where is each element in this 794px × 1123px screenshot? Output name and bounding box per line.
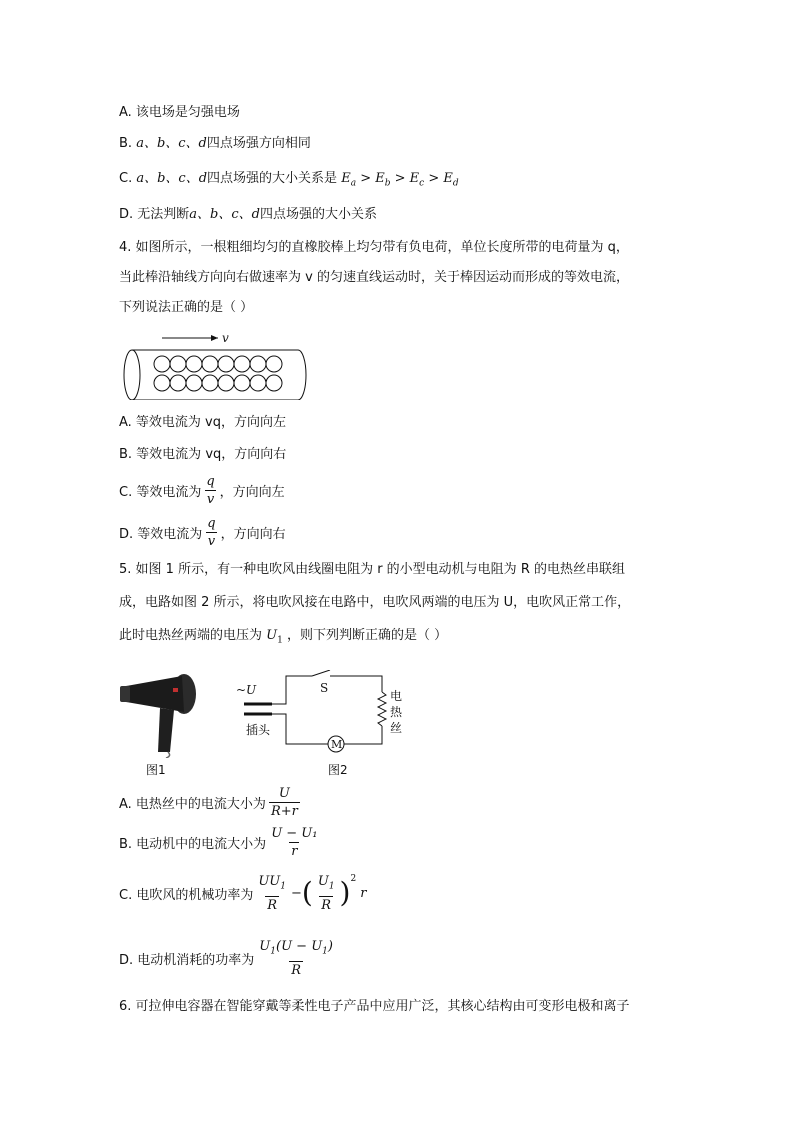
charged-rod-figure <box>120 328 310 400</box>
switch-lever <box>312 670 330 676</box>
fraction-q-over-v: $\frac{q}{v}$ <box>206 474 215 507</box>
source-label: ~U <box>236 683 257 697</box>
motor-label: M <box>331 738 343 751</box>
voltage-u1: $U_1$ <box>266 628 283 646</box>
q5-option-a: A. 电热丝中的电流大小为 $\frac{U}{R+r}$ <box>119 786 298 819</box>
wire-top-left <box>272 676 312 704</box>
wire-top-right <box>330 676 382 692</box>
q4-option-b: B. 等效电流为 vq，方向向右 <box>119 447 287 462</box>
q6-stem-line1: 6. 可拉伸电容器在智能穿戴等柔性电子产品中应用广泛，其核心结构由可变形电极和离子 <box>119 999 630 1014</box>
figure2-caption: 图2 <box>328 763 348 777</box>
figure1-caption: 图1 <box>146 763 166 777</box>
plug-label: 插头 <box>246 723 271 737</box>
wire-bottom-right <box>344 726 382 744</box>
q4-option-c: C. 等效电流为 $\frac{q}{v}$ ，方向向左 <box>119 474 285 507</box>
heater-label-2: 热 <box>390 705 403 719</box>
variable-r: r <box>360 885 367 901</box>
field-strength-inequality: $E_a > E_b > E_c > E_d$ <box>341 171 459 189</box>
minus-sign: − <box>291 885 302 901</box>
q5-option-d: D. 电动机消耗的功率为 $\frac{U_1(U - U_1)}{R}$ <box>119 939 333 978</box>
velocity-arrowhead <box>211 335 218 341</box>
q3-option-d: D. 无法判断a、b、c、d四点场强的大小关系 <box>119 207 377 222</box>
circuit-diagram <box>234 670 414 754</box>
velocity-label: v <box>222 331 229 345</box>
q5-stem-line2: 成，电路如图 2 所示，将电吹风接在电路中，电吹风两端的电压为 U，电吹风正常工作， <box>119 595 631 610</box>
left-paren: ( <box>301 876 313 910</box>
q4-stem-line1: 4. 如图所示，一根粗细均匀的直橡胶棒上均匀带有负电荷，单位长度所带的电荷量为 q， <box>119 240 629 255</box>
fraction-uu1-over-r: $\frac{UU_1}{R}$ <box>258 874 286 913</box>
q5-stem-line3: 此时电热丝两端的电压为 $U_1$ ，则下列判断正确的是（ ） <box>119 628 448 646</box>
q4-stem-line2: 当此棒沿轴线方向向右做速率为 v 的匀速直线运动时，关于棒因运动而形成的等效电流， <box>119 270 629 285</box>
q4-option-a: A. 等效电流为 vq，方向向左 <box>119 415 287 430</box>
heater-resistor <box>378 692 386 726</box>
q5-option-b: B. 电动机中的电流大小为 $\frac{\text{U − U₁}}{r}$ <box>119 826 318 859</box>
q4-option-d: D. 等效电流为 $\frac{q}{v}$ ，方向向右 <box>119 516 286 549</box>
switch-label: S <box>320 681 329 695</box>
wire-bottom-left <box>272 714 328 744</box>
q5-stem-line1: 5. 如图 1 所示，有一种电吹风由线圈电阻为 r 的小型电动机与电阻为 R 的电热丝串联组 <box>119 562 625 577</box>
hair-dryer-image <box>118 672 200 758</box>
fraction-u-over-r-plus-r: $\frac{U}{R+r}$ <box>270 786 298 819</box>
q4-stem-line3: 下列说法正确的是（ ） <box>119 300 254 315</box>
q5-option-c: C. 电吹风的机械功率为 $\frac{UU_1}{R}$ − ( $\frac{U_1}{R}$ ) 2 r <box>119 874 367 913</box>
heater-label-3: 丝 <box>390 721 403 735</box>
exponent-2: 2 <box>350 874 357 885</box>
right-paren: ) <box>339 876 351 910</box>
fraction-u1-u-minus-u1-over-r: $\frac{U_1(U - U_1)}{R}$ <box>259 939 333 978</box>
fraction-u1-over-r: $\frac{U_1}{R}$ <box>317 874 335 913</box>
q3-option-c: C. a、b、c、d四点场强的大小关系是 $E_a > E_b > E_c > E_d$ <box>119 171 459 189</box>
fraction-u-minus-u1-over-r: $\frac{\text{U − U₁}}{r}$ <box>271 826 318 859</box>
q3-option-a: A. 该电场是匀强电场 <box>119 105 240 120</box>
charge-circles <box>154 356 282 391</box>
heater-label-1: 电 <box>390 689 403 703</box>
q3-option-b: B. a、b、c、d四点场强方向相同 <box>119 136 311 151</box>
rod-end-cap <box>124 350 140 400</box>
fraction-q-over-v: $\frac{q}{v}$ <box>207 516 216 549</box>
